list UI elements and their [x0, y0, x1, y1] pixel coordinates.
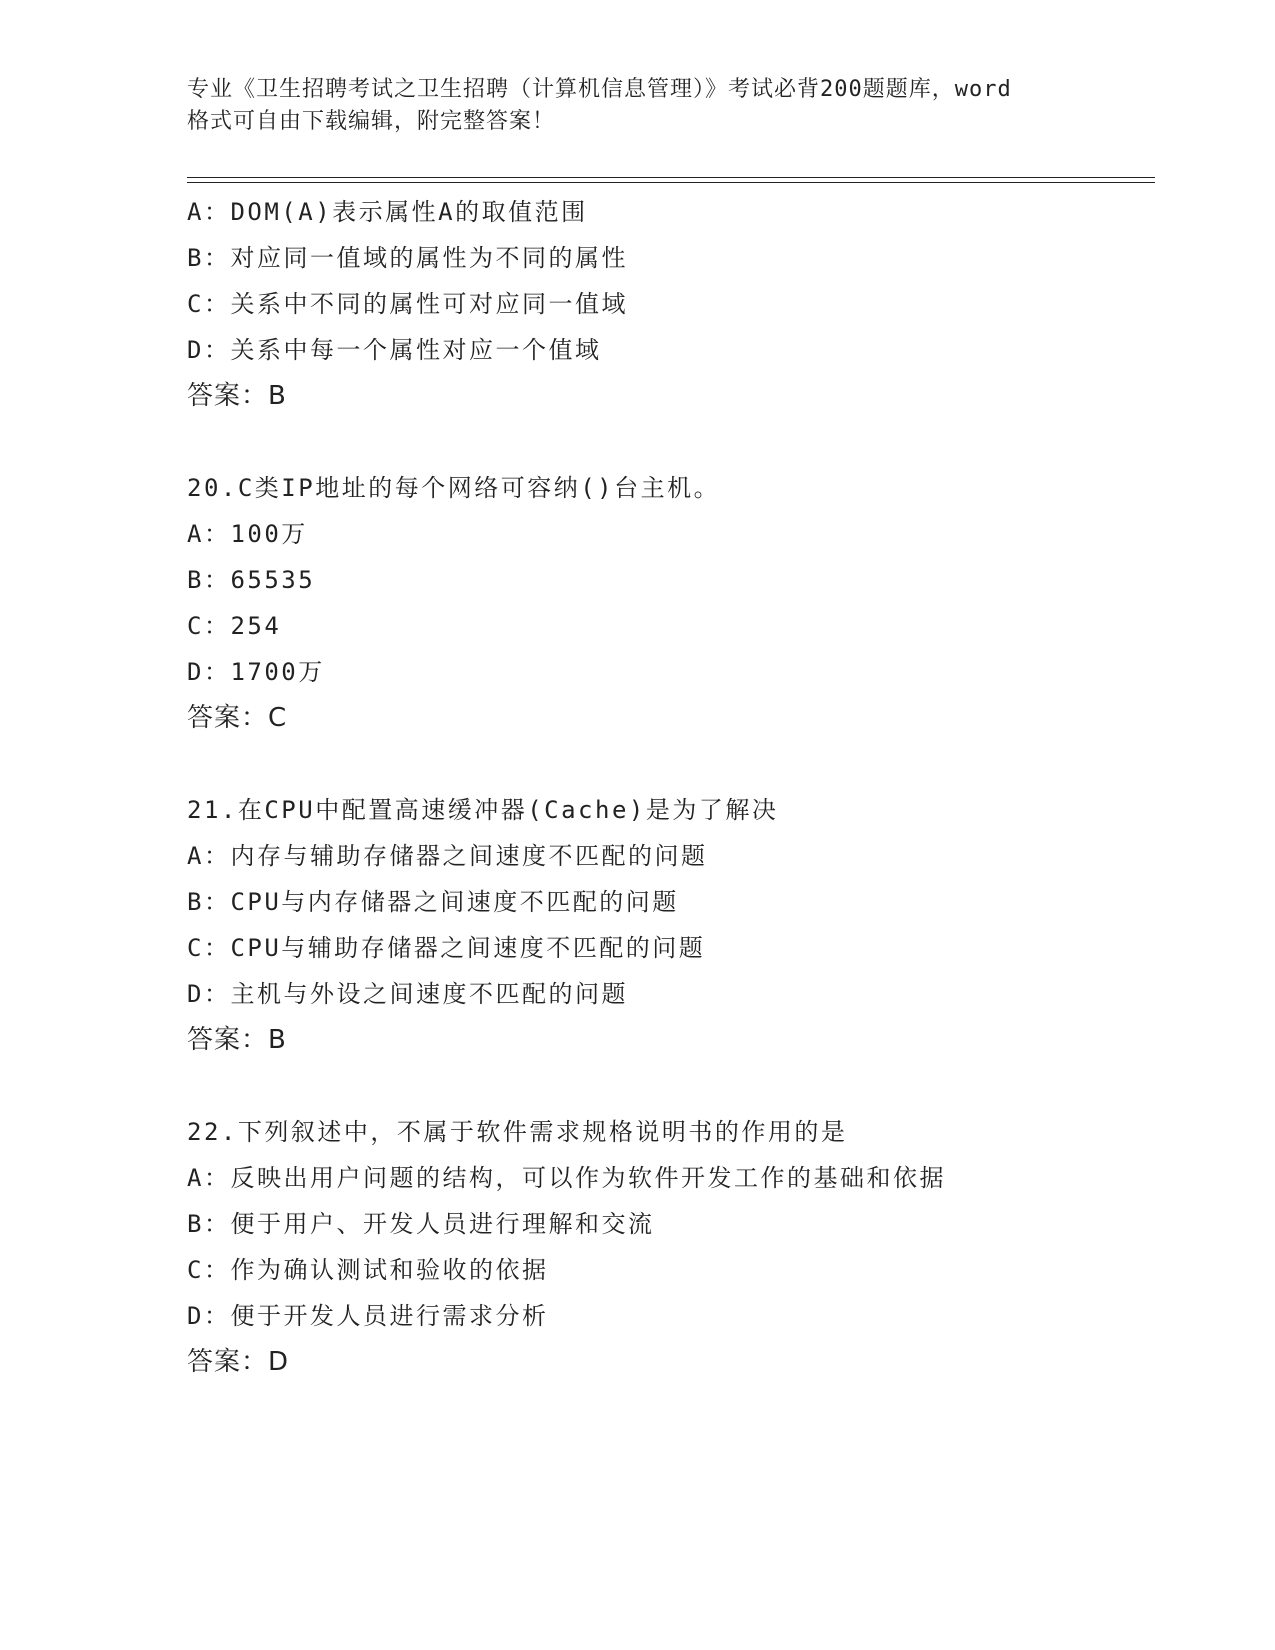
question-text: 20.C类IP地址的每个网络可容纳()台主机。 [187, 474, 721, 502]
question-text: 21.在CPU中配置高速缓冲器(Cache)是为了解决 [187, 796, 779, 824]
option-b: B：便于用户、开发人员进行理解和交流 [187, 1210, 655, 1238]
header-divider-top [187, 177, 1155, 178]
option-b: B：CPU与内存储器之间速度不匹配的问题 [187, 888, 679, 916]
answer: 答案：D [187, 1347, 290, 1377]
option-a: A：DOM(A)表示属性A的取值范围 [187, 198, 588, 226]
question-block-22 [187, 1109, 1147, 1385]
option-d: D：关系中每一个属性对应一个值域 [187, 336, 602, 364]
option-c: C：CPU与辅助存储器之间速度不匹配的问题 [187, 934, 706, 962]
answer: 答案：B [187, 1025, 287, 1055]
question-block-19 [187, 189, 1147, 419]
option-a: A：反映出用户问题的结构，可以作为软件开发工作的基础和依据 [187, 1164, 946, 1192]
option-d: D：1700万 [187, 658, 325, 686]
option-a: A：100万 [187, 520, 308, 548]
spacer [187, 741, 1147, 787]
option-b: B：65535 [187, 566, 316, 594]
header-line-1: 专业《卫生招聘考试之卫生招聘（计算机信息管理）》考试必背200题题库，word [187, 77, 1012, 102]
option-d: D：主机与外设之间速度不匹配的问题 [187, 980, 628, 1008]
spacer [187, 419, 1147, 465]
option-d: D：便于开发人员进行需求分析 [187, 1302, 549, 1330]
answer: 答案：C [187, 703, 288, 733]
option-c: C：作为确认测试和验收的依据 [187, 1256, 549, 1284]
header-divider-bottom [187, 182, 1155, 183]
question-text: 22.下列叙述中，不属于软件需求规格说明书的作用的是 [187, 1118, 848, 1146]
answer: 答案：B [187, 381, 287, 411]
option-c: C：254 [187, 612, 282, 640]
question-list [187, 189, 1147, 1385]
option-c: C：关系中不同的属性可对应同一值域 [187, 290, 628, 318]
option-a: A：内存与辅助存储器之间速度不匹配的问题 [187, 842, 708, 870]
header-line-2: 格式可自由下载编辑，附完整答案！ [187, 109, 556, 134]
option-b: B：对应同一值域的属性为不同的属性 [187, 244, 628, 272]
question-block-21 [187, 787, 1147, 1063]
spacer [187, 1063, 1147, 1109]
question-block-20 [187, 465, 1147, 741]
document-header [187, 74, 1087, 138]
